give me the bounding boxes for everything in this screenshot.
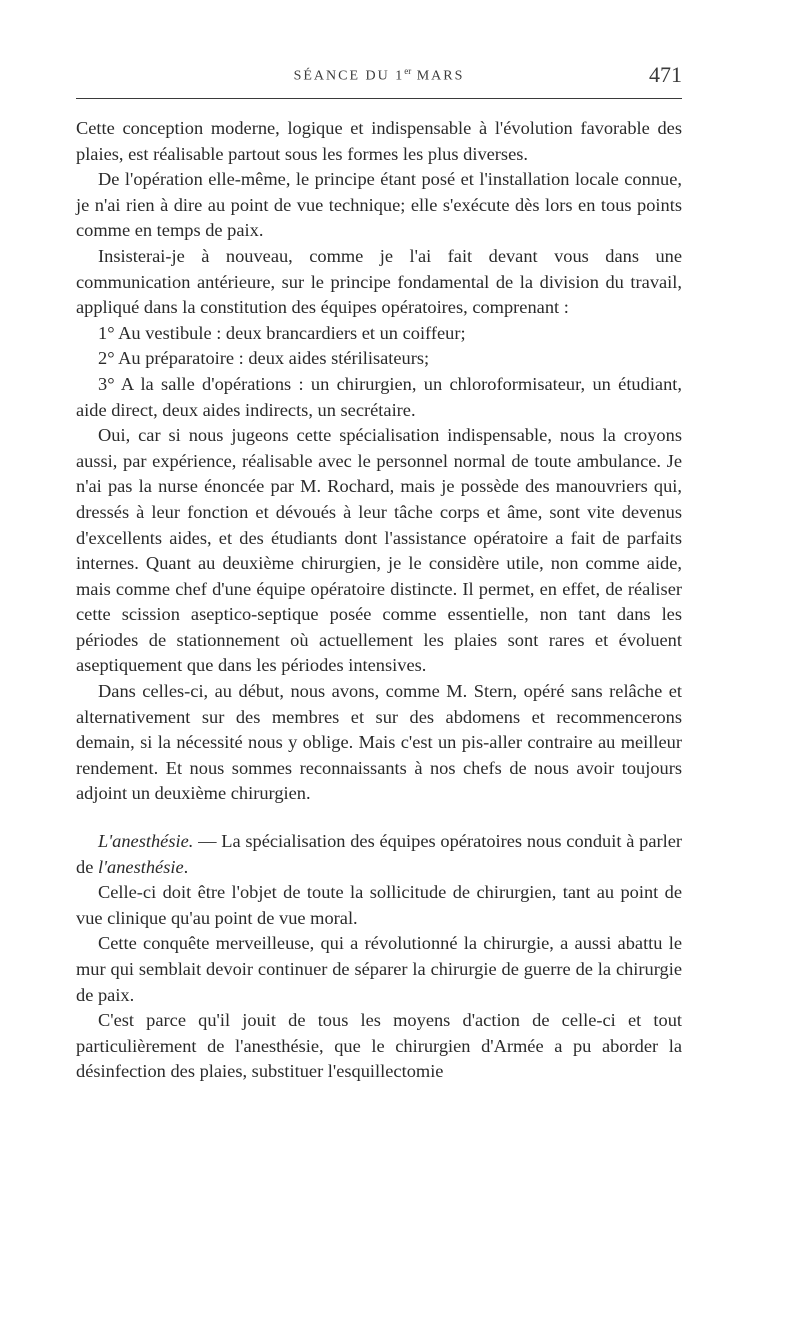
paragraph: Oui, car si nous jugeons cette spécialisation indispensable, nous la croyons aussi, par expérience, réalisable avec le personnel normal de toute ambulance. Je n'ai pas la nurse énoncée par M. Rochard, mais je possède des manouvriers qui, dressés à leur fonction et dévoués à leur tâche corps et âme, sont vite devenus d'excellents aides, et des étudiants dont l'assistance opératoire a fait de parfaits internes. Quant au deuxième chirurgien, je le considère utile, non comme aide, mais comme chef d'une équipe opératoire distincte. Il permet, en effet, de réaliser cette scission aseptico-septique posée comme essentielle, non tant dans les périodes de stationnement où actuellement les plaies sont rares et évoluent aseptiquement que dans les périodes intensives. [76,425,682,676]
paragraph: Insisterai-je à nouveau, comme je l'ai fait devant vous dans une communication antérieure, sur le principe fondamental de la division du travail, appliqué dans la constitution des équipes opératoires, comprenant : [76,245,682,318]
page-number: 471 [649,62,682,87]
list-item: 1° Au vestibule : deux brancardiers et un coiffeur; [98,322,466,343]
paragraph: Cette conquête merveilleuse, qui a révolutionné la chirurgie, a aussi abattu le mur qui semblait devoir continuer de séparer la chirurgie de guerre de la chirurgie de paix. [76,933,682,1005]
paragraph: De l'opération elle-même, le principe étant posé et l'installation locale connue, je n'ai rien à dire au point de vue technique; elle s'exécute dès lors en tous points comme en temps de paix. [76,169,682,241]
section-title: L'anesthésie. [98,831,194,852]
emphasis: l'anesthésie [97,856,184,877]
paragraph: C'est parce qu'il jouit de tous les moyens d'action de celle-ci et tout particulièrement de l'anesthésie, que le chirurgien d'Armée a pu aborder la désinfection des plaies, substituer l'esquillectomie [76,1010,682,1082]
paragraph: Cette conception moderne, logique et indispensable à l'évolution favorable des plaies, est réalisable partout sous les formes les plus diverses. [76,118,682,164]
paragraph: Celle-ci doit être l'objet de toute la sollicitude de chirurgien, tant au point de vue clinique qu'au point de vue moral. [76,882,682,928]
paragraph: Dans celles-ci, au début, nous avons, comme M. Stern, opéré sans relâche et alternativement sur des membres et sur des abdomens et recommencerons demain, si la nécessité nous y oblige. Mais c'est un pis-aller contraire au meilleur rendement. Et nous sommes reconnaissants à nos chefs de nous avoir toujours adjoint un deuxième chirurgien. [76,681,682,804]
list-item: 3° A la salle d'opérations : un chirurgien, un chloroformisateur, un étudiant, aide direct, deux aides indirects, un secrétaire. [76,373,682,420]
body-text [76,116,682,1085]
running-head: SÉANCE DU 1er MARS [293,66,465,84]
page-header [76,62,682,99]
running-head-superscript: er [404,66,412,76]
list-item: 2° Au préparatoire : deux aides stérilisateurs; [98,348,430,369]
section-paragraph: L'anesthésie. — La spécialisation des équipes opératoires nous conduit à parler de l'anesthésie. [76,831,682,877]
